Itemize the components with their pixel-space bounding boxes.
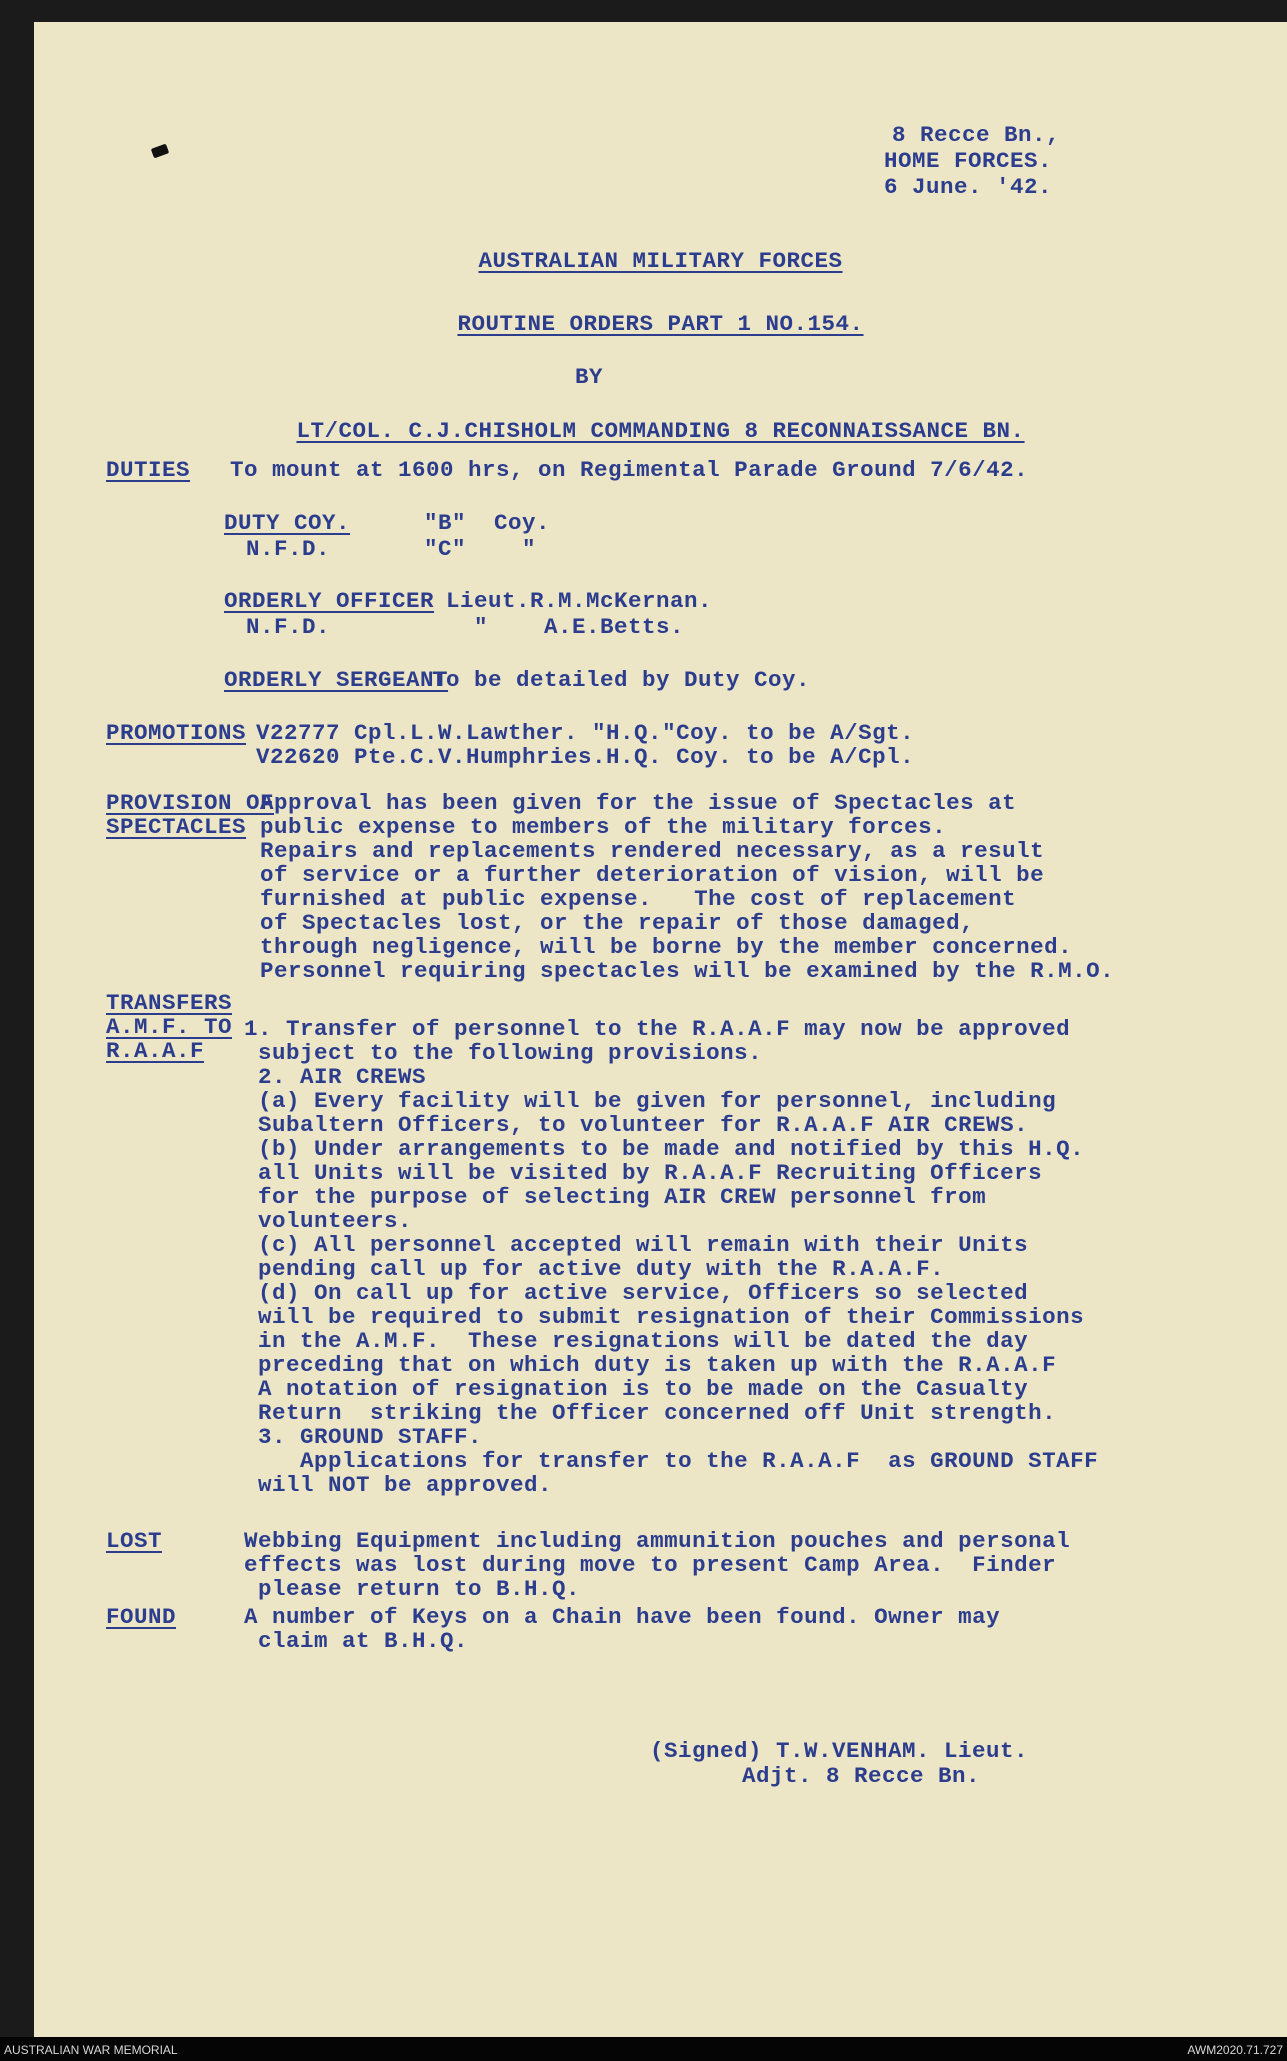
spectacles-line: furnished at public expense. The cost of replacement — [260, 886, 1017, 912]
nfd-label-2: N.F.D. — [246, 614, 331, 640]
transfers-line: preceding that on which duty is taken up with the R.A.A.F — [244, 1352, 1057, 1378]
lost-line: effects was lost during move to present Camp Area. Finder — [244, 1552, 1057, 1578]
nfd-value-2: " A.E.Betts. — [474, 614, 685, 640]
nfd-label-1: N.F.D. — [246, 536, 331, 562]
ink-mark — [151, 144, 169, 159]
transfers-line: 1. Transfer of personnel to the R.A.A.F may now be approved — [244, 1016, 1071, 1042]
spectacles-heading-2: SPECTACLES — [106, 814, 247, 840]
document-page — [34, 22, 1287, 2037]
found-line: A number of Keys on a Chain have been found. Owner may — [244, 1604, 1001, 1630]
duties-heading: DUTIES — [106, 457, 191, 483]
spectacles-line: of service or a further deterioration of vision, will be — [260, 862, 1045, 888]
signature-line-1: (Signed) T.W.VENHAM. Lieut. — [650, 1738, 1029, 1764]
spectacles-line: of Spectacles lost, or the repair of those damaged, — [260, 910, 975, 936]
transfers-heading-2: A.M.F. TO — [106, 1014, 233, 1040]
promotions-heading: PROMOTIONS — [106, 720, 247, 746]
lost-heading: LOST — [106, 1528, 163, 1554]
promotion-line-2: V22620 Pte.C.V.Humphries.H.Q. Coy. to be A/Cpl. — [256, 744, 915, 770]
transfers-line: subject to the following provisions. — [244, 1040, 763, 1066]
header-date: 6 June. '42. — [884, 174, 1053, 200]
transfers-line: for the purpose of selecting AIR CREW personnel from — [244, 1184, 987, 1210]
title-line1: AUSTRALIAN MILITARY FORCES — [478, 248, 843, 274]
promotion-line-1: V22777 Cpl.L.W.Lawther. "H.Q."Coy. to be A/Sgt. — [256, 720, 915, 746]
spectacles-line: Approval has been given for the issue of Spectacles at — [260, 790, 1017, 816]
orderly-officer-label: ORDERLY OFFICER — [224, 588, 435, 614]
title-by: BY — [575, 364, 604, 390]
footer-right: AWM2020.71.727 — [1187, 2043, 1283, 2057]
transfers-line: (b) Under arrangements to be made and notified by this H.Q. — [244, 1136, 1085, 1162]
archive-footer — [0, 2037, 1287, 2061]
transfers-line: A notation of resignation is to be made on the Casualty — [244, 1376, 1029, 1402]
transfers-line: (d) On call up for active service, Officers so selected — [244, 1280, 1029, 1306]
transfers-line: (c) All personnel accepted will remain with their Units — [244, 1232, 1029, 1258]
transfers-line: Applications for transfer to the R.A.A.F as GROUND STAFF — [244, 1448, 1099, 1474]
header-unit: 8 Recce Bn., — [892, 122, 1061, 148]
duty-coy-label: DUTY COY. — [224, 510, 351, 536]
transfers-line: 3. GROUND STAFF. — [244, 1424, 483, 1450]
transfers-line: will NOT be approved. — [244, 1472, 553, 1498]
footer-left: AUSTRALIAN WAR MEMORIAL — [4, 2043, 178, 2057]
spectacles-line: Personnel requiring spectacles will be examined by the R.M.O. — [260, 958, 1115, 984]
transfers-line: pending call up for active duty with the R.A.A.F. — [244, 1256, 945, 1282]
duties-text: To mount at 1600 hrs, on Regimental Parade Ground 7/6/42. — [230, 457, 1029, 483]
transfers-line: Return striking the Officer concerned off Unit strength. — [244, 1400, 1057, 1426]
spectacles-heading-1: PROVISION OF — [106, 790, 275, 816]
transfers-line: will be required to submit resignation of their Commissions — [244, 1304, 1085, 1330]
orderly-officer-value: Lieut.R.M.McKernan. — [446, 588, 713, 614]
spectacles-line: through negligence, will be borne by the member concerned. — [260, 934, 1073, 960]
found-heading: FOUND — [106, 1604, 177, 1630]
lost-line: please return to B.H.Q. — [244, 1576, 581, 1602]
transfers-line: volunteers. — [244, 1208, 413, 1234]
transfers-line: (a) Every facility will be given for personnel, including — [244, 1088, 1057, 1114]
header-forces: HOME FORCES. — [884, 148, 1053, 174]
spectacles-line: Repairs and replacements rendered necessary, as a result — [260, 838, 1045, 864]
found-line: claim at B.H.Q. — [244, 1628, 469, 1654]
nfd-value-1: "C" " — [424, 536, 537, 562]
title-line2: ROUTINE ORDERS PART 1 NO.154. — [457, 311, 864, 337]
orderly-sergeant-value: To be detailed by Duty Coy. — [432, 667, 811, 693]
spectacles-line: public expense to members of the military forces. — [260, 814, 947, 840]
transfers-line: Subaltern Officers, to volunteer for R.A.A.F AIR CREWS. — [244, 1112, 1029, 1138]
lost-line: Webbing Equipment including ammunition pouches and personal — [244, 1528, 1071, 1554]
transfers-line: 2. AIR CREWS — [244, 1064, 427, 1090]
duty-coy-value: "B" Coy. — [424, 510, 551, 536]
transfers-heading-3: R.A.A.F — [106, 1038, 205, 1064]
transfers-line: all Units will be visited by R.A.A.F Recruiting Officers — [244, 1160, 1043, 1186]
title-commander: LT/COL. C.J.CHISHOLM COMMANDING 8 RECONNAISSANCE BN. — [296, 418, 1025, 444]
transfers-line: in the A.M.F. These resignations will be dated the day — [244, 1328, 1029, 1354]
transfers-heading-1: TRANSFERS — [106, 990, 233, 1016]
orderly-sergeant-label: ORDERLY SERGEANT — [224, 667, 449, 693]
signature-line-2: Adjt. 8 Recce Bn. — [742, 1763, 981, 1789]
